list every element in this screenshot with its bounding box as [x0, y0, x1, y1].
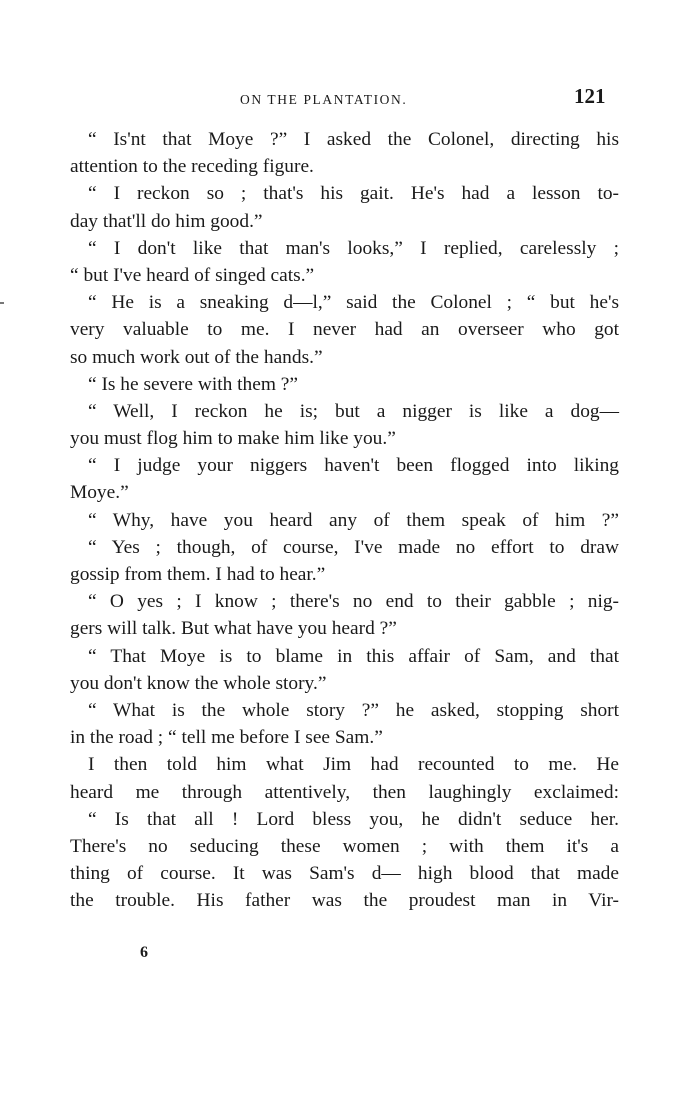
text-line: you must flog him to make him like you.” [70, 428, 396, 450]
text-line: “ I reckon so ; that's his gait. He's had a lesson to- [88, 183, 619, 205]
text-line: thing of course. It was Sam's d— high blood that made [70, 863, 619, 885]
text-line: “ Why, have you heard any of them speak of him ?” [88, 509, 619, 531]
text-line: “ That Moye is to blame in this affair of Sam, and that [88, 645, 619, 667]
signature-mark: 6 [140, 944, 148, 961]
text-line: “ I don't like that man's looks,” I replied, carelessly ; [88, 237, 619, 259]
body-text [70, 126, 619, 914]
running-title: ON THE PLANTATION. [240, 92, 408, 107]
text-line: in the road ; “ tell me before I see Sam.” [70, 727, 383, 749]
text-line: “ O yes ; I know ; there's no end to their gabble ; nig- [88, 591, 619, 613]
text-line: very valuable to me. I never had an overseer who got [70, 319, 619, 341]
text-line: Moye.” [70, 482, 129, 504]
text-line: day that'll do him good.” [70, 210, 263, 232]
text-line: “ I judge your niggers haven't been flogged into liking [88, 455, 619, 477]
text-line: gossip from them. I had to hear.” [70, 564, 326, 585]
text-line: you don't know the whole story.” [70, 672, 327, 694]
text-line: I then told him what Jim had recounted to me. He [88, 754, 619, 776]
text-line: attention to the receding figure. [70, 156, 314, 178]
text-line: heard me through attentively, then laughingly exclaimed: [70, 781, 619, 803]
text-line: “ Is'nt that Moye ?” I asked the Colonel, directing his [88, 129, 619, 150]
running-head [0, 84, 682, 114]
text-line: “ Is that all ! Lord bless you, he didn't seduce her. [88, 808, 619, 830]
text-line: “ He is a sneaking d—l,” said the Colonel ; “ but he's [88, 292, 619, 314]
text-line: “ but I've heard of singed cats.” [70, 264, 315, 286]
text-line: “ What is the whole story ?” he asked, stopping short [88, 699, 619, 721]
text-line: gers will talk. But what have you heard ?” [70, 618, 397, 640]
margin-mark [0, 302, 4, 304]
text-line: There's no seducing these women ; with them it's a [70, 835, 619, 857]
text-line: the trouble. His father was the proudest man in Vir- [70, 890, 619, 912]
text-line: “ Well, I reckon he is; but a nigger is like a dog— [88, 400, 619, 422]
page-number: 121 [574, 84, 606, 108]
text-line: so much work out of the hands.” [70, 346, 323, 368]
text-line: “ Is he severe with them ?” [88, 373, 298, 395]
text-line: “ Yes ; though, of course, I've made no effort to draw [88, 536, 619, 558]
